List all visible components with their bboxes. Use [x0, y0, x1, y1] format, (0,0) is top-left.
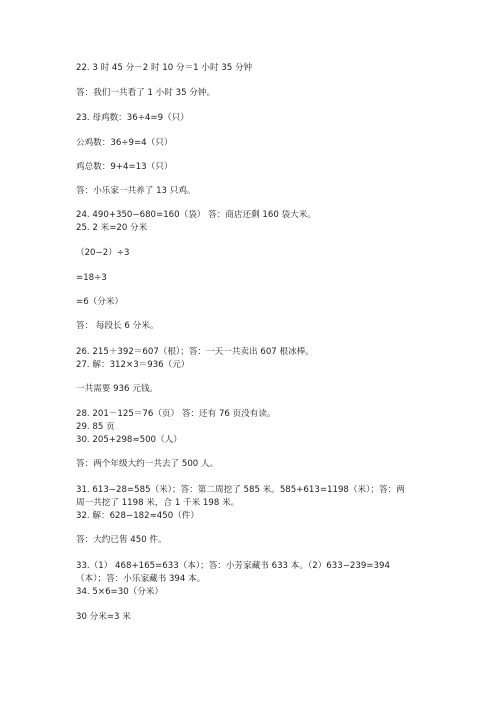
answer-23-mother-hens: 23. 母鸡数：36÷4=9（只）	[76, 113, 189, 123]
answer-25-step-1: （20−2）÷3	[76, 248, 130, 258]
answer-25-conversion: 25. 2 米=20 分米	[76, 223, 148, 233]
answer-28: 28. 201－125＝76（页） 答：还有 76 页没有读。	[76, 409, 276, 419]
answer-30-reply: 答：两个年级大约一共去了 500 人。	[76, 459, 219, 469]
answer-33-line-2: （本）；答：小乐家藏书 394 本。	[76, 574, 206, 584]
answer-24: 24. 490+350−680=160（袋） 答：商店还剩 160 袋大米。	[76, 210, 316, 220]
answer-32-reply: 答：大约已售 450 件。	[76, 535, 167, 545]
answer-34-conversion: 30 分米=3 米	[76, 612, 131, 622]
answer-34-calculation: 34. 5×6=30（分米）	[76, 587, 164, 597]
answer-26: 26. 215＋392＝607（根）；答：一天一共卖出 607 根冰棒。	[76, 347, 314, 357]
answer-25-step-2: =18÷3	[76, 273, 107, 283]
answer-31-line-2: 周一共挖了 1198 米，合 1 千米 198 米。	[76, 498, 240, 508]
answer-29: 29. 85 页	[76, 422, 115, 432]
answer-23-roosters: 公鸡数：36÷9=4（只）	[76, 138, 173, 148]
answer-25-reply: 答： 每段长 6 分米。	[76, 321, 159, 331]
answer-33-line-1: 33.（1） 468+165=633（本）；答：小芳家藏书 633 本。（2）633−239=394	[76, 561, 390, 571]
answer-32-calculation: 32. 解：628−182≈450（件）	[76, 511, 199, 521]
answer-23-reply: 答：小乐家一共养了 13 只鸡。	[76, 186, 196, 196]
answer-22-calculation: 22. 3 时 45 分－2 时 10 分＝1 小时 35 分钟	[76, 63, 253, 73]
answer-31-line-1: 31. 613−28=585（米）；答：第二周挖了 585 米。585+613=1198（米）；答：两	[76, 485, 405, 495]
answer-27-reply: 一共需要 936 元钱。	[76, 384, 159, 394]
answer-25-step-3: =6（分米）	[76, 297, 124, 307]
answer-30-calculation: 30. 205+298≈500（人）	[76, 435, 182, 445]
answer-27-calculation: 27. 解：312×3＝936（元）	[76, 360, 190, 370]
answer-23-total-chickens: 鸡总数：9+4=13（只）	[76, 162, 173, 172]
answer-22-reply: 答：我们一共看了 1 小时 35 分钟。	[76, 88, 216, 98]
